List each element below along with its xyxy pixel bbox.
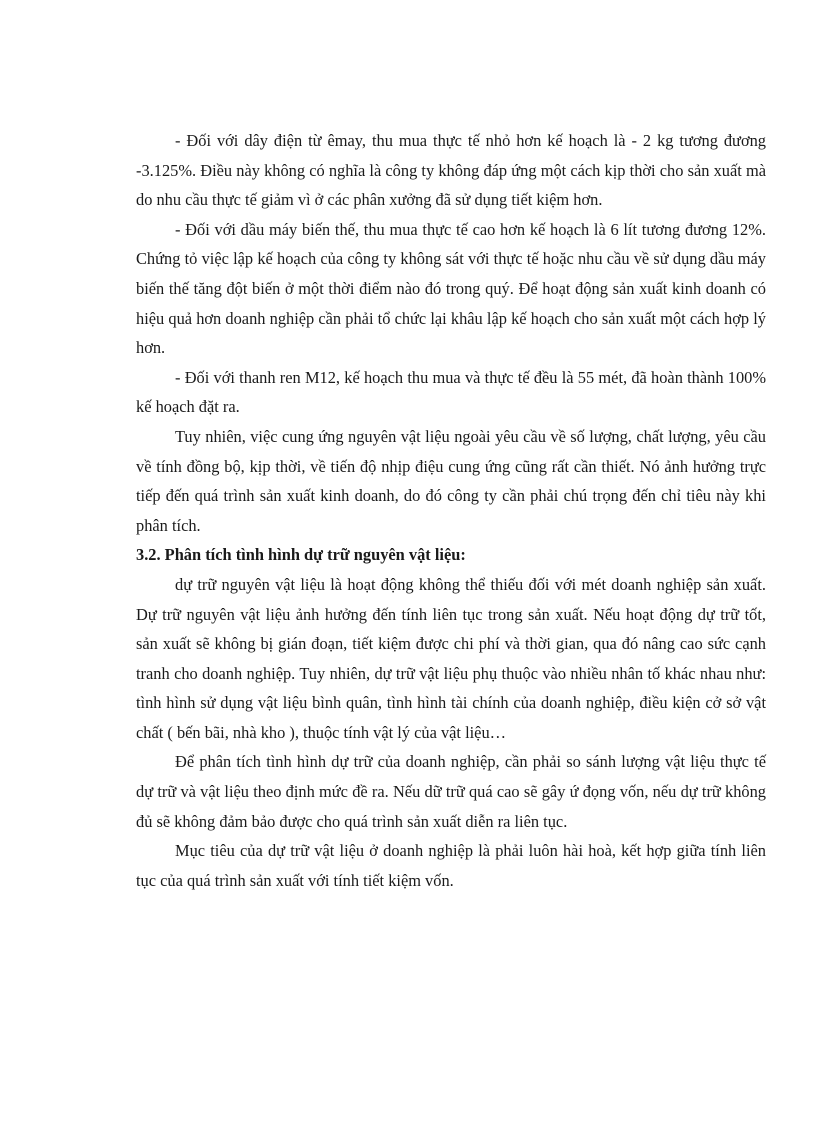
paragraph-inventory-analysis: Để phân tích tình hình dự trữ của doanh nghiệp, cần phải so sánh lượng vật liệu thực tế dự trữ và vật liệu theo định mức đề ra. Nếu dữ trữ quá cao sẽ gây ứ đọng vốn, nếu dự trữ không đủ sẽ không đảm bảo được cho quá trình sản xuất diễn ra liên tục. <box>136 752 766 831</box>
document-body <box>136 126 766 895</box>
paragraph-inventory-goal: Mục tiêu của dự trữ vật liệu ở doanh nghiệp là phải luôn hài hoà, kết hợp giữa tính liên tục của quá trình sản xuất với tính tiết kiệm vốn. <box>136 841 766 890</box>
paragraph-supply-requirements: Tuy nhiên, việc cung ứng nguyên vật liệu ngoài yêu cầu về số lượng, chất lượng, yêu cầu về tính đồng bộ, kịp thời, về tiến độ nhịp điệu cung ứng cũng rất cần thiết. Nó ảnh hưởng trực tiếp đến quá trình sản xuất kinh doanh, do đó công ty cần phải chú trọng đến chỉ tiêu này khi phân tích. <box>136 426 766 535</box>
paragraph-inventory-intro: dự trữ nguyên vật liệu là hoạt động không thể thiếu đối với mét doanh nghiệp sản xuất. Dự trữ nguyên vật liệu ảnh hưởng đến tính liên tục trong sản xuất. Nếu hoạt động dự trữ tốt, sản xuất sẽ không bị gián đoạn, tiết kiệm được chi phí và thời gian, qua đó nâng cao sức cạnh tranh cho doanh nghiệp. Tuy nhiên, dự trữ vật liệu phụ thuộc vào nhiều nhân tố khác nhau như: tình hình sử dụng vật liệu bình quân, tình hình tài chính của doanh nghiệp, điều kiện cở sở vật chất ( bến bãi, nhà kho ), thuộc tính vật lý của vật liệu… <box>136 574 766 742</box>
paragraph-threaded-rod: - Đối với thanh ren M12, kế hoạch thu mua và thực tế đều là 55 mét, đã hoàn thành 100% kế hoạch đặt ra. <box>136 367 766 417</box>
paragraph-transformer-oil: - Đối với dầu máy biến thế, thu mua thực tế cao hơn kế hoạch là 6 lít tương đương 12%. Chứng tỏ việc lập kế hoạch của công ty không sát với thực tế hoặc nhu cầu về sử dụng dầu máy biến thế tăng đột biến ở một thời điểm nào đó trong quý. Để hoạt động sản xuất kinh doanh có hiệu quả hơn doanh nghiệp cần phải tổ chức lại khâu lập kế hoạch cho sản xuất một cách hợp lý hơn. <box>136 219 766 358</box>
section-heading: 3.2. Phân tích tình hình dự trữ nguyên vật liệu: <box>136 545 466 565</box>
paragraph-enamel-wire: - Đối với dây điện từ êmay, thu mua thực tế nhỏ hơn kế hoạch là - 2 kg tương đương -3.125%. Điều này không có nghĩa là công ty không đáp ứng một cách kịp thời cho sản xuất mà do nhu cầu thực tế giảm vì ở các phân xưởng đã sử dụng tiết kiệm hơn. <box>136 131 766 210</box>
